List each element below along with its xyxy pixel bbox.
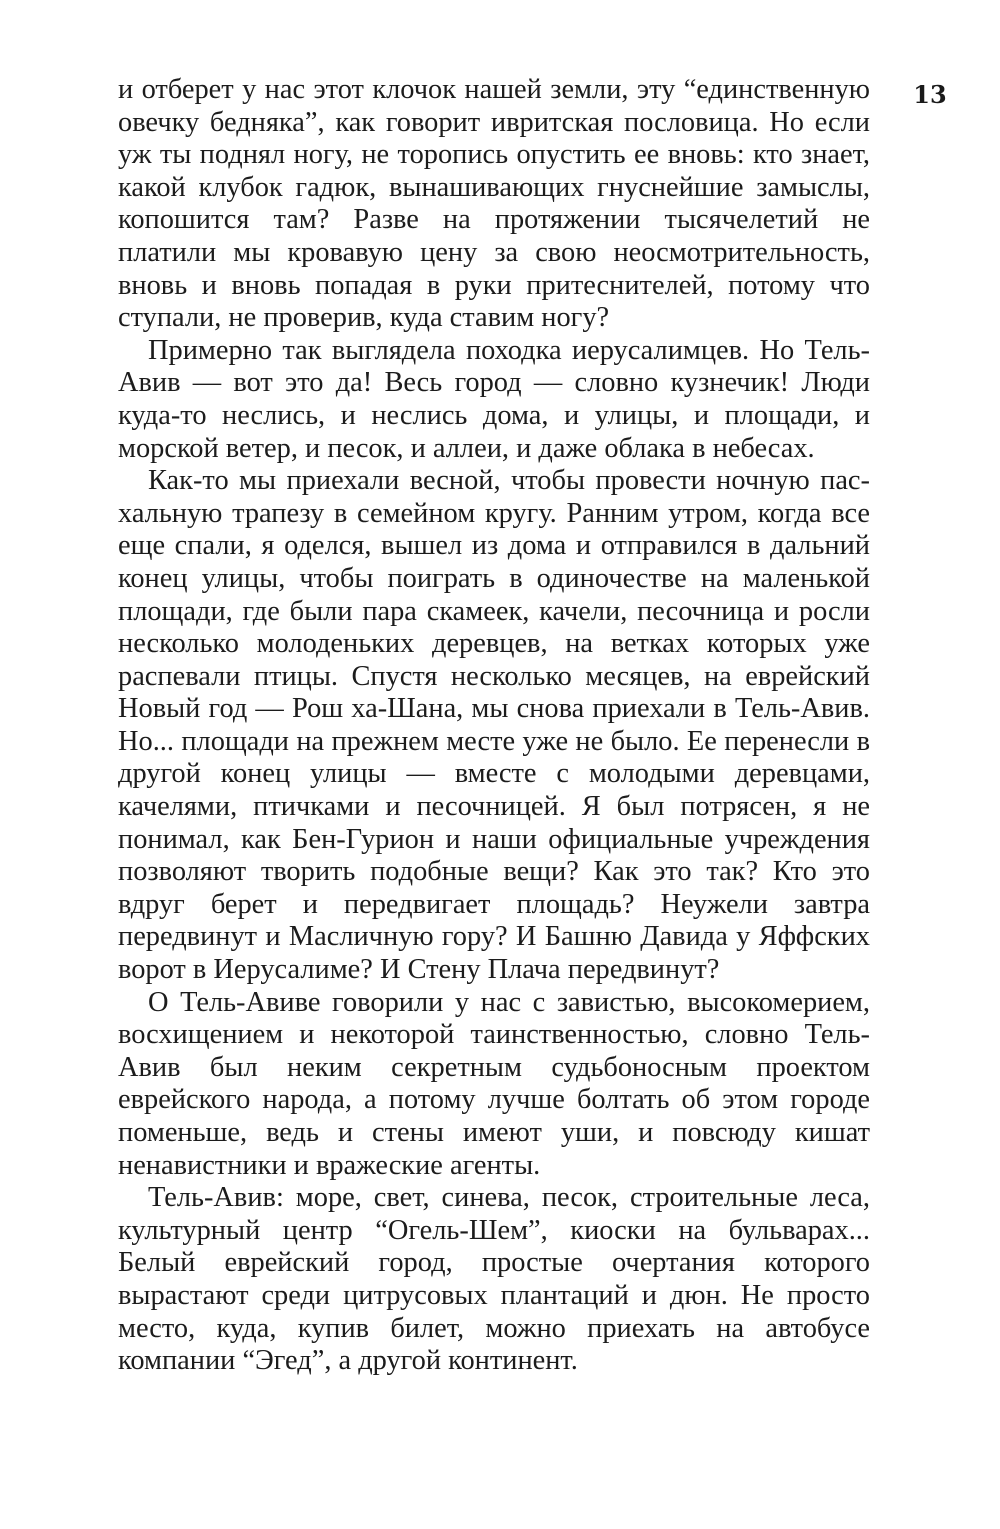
paragraph-5: Тель-Авив: море, свет, синева, песок, строительные леса, культурный центр “Огель-Шем”, киоски на бульварах... Белый еврейский город, простые очертания которого вырастают среди цитрусовых плантаций и дюн. Не просто место, куда, купив билет, можно приехать на автобусе компании “Эгед”, а другой континент. — [118, 1182, 870, 1377]
paragraph-2: Примерно так выглядела походка иерусалимцев. Но Тель-Авив — вот это да! Весь город — словно кузнечик! Люди куда-то неслись, и неслись дома, и улицы, и площади, и морской ветер, и песок, и аллеи, и даже облака в небесах. — [118, 334, 870, 464]
body-text — [118, 74, 870, 1378]
paragraph-4: О Тель-Авиве говорили у нас с завистью, высокомерием, восхищением и некоторой таинственностью, словно Тель-Авив был неким секретным судьбоносным проектом еврейского народа, а потому лучше болтать об этом городе поменьше, ведь и стены имеют уши, и повсюду кишат ненавистники и вражеские агенты. — [118, 986, 870, 1181]
page-number: 13 — [913, 80, 947, 109]
paragraph-3: Как-то мы приехали весной, чтобы провести ночную пасхальную трапезу в семейном кругу. Ранним утром, когда все еще спали, я оделся, вышел из дома и отправился в дальний конец улицы, чтобы поиграть в одиночестве на маленькой площади, где были пара скамеек, качели, песочница и росли несколько молоденьких деревцев, на ветках которых уже распевали птицы. Спустя несколько месяцев, на еврейский Новый год — Рош ха-Шана, мы снова приехали в Тель-Авив. Но... площади на прежнем месте уже не было. Ее перенесли в другой конец улицы — вместе с молодыми деревцами, качелями, птичками и песочницей. Я был потрясен, я не понимал, как Бен-Гурион и наши официальные учреждения позволяют творить подобные вещи? Как это так? Кто это вдруг берет и передвигает площадь? Неужели завтра передвинут и Масличную гору? И Башню Давида у Яффских ворот в Иерусалиме? И Стену Плача передвинут? — [118, 465, 870, 986]
paragraph-1: и отберет у нас этот клочок нашей земли, эту “единственную овечку бедняка”, как говорит ивритская пословица. Но если уж ты поднял ногу, не торопись опустить ее вновь: кто знает, какой клубок гадюк, вынашивающих гнуснейшие замыслы, копошится там? Разве на протяжении тысячелетий не платили мы кровавую цену за свою неосмотрительность, вновь и вновь попадая в руки притеснителей, потому что ступали, не проверив, куда ставим ногу? — [118, 74, 870, 334]
